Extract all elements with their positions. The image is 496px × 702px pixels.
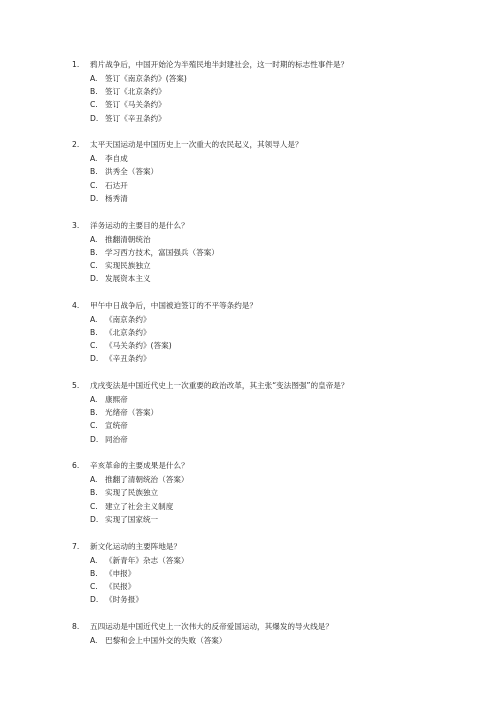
question-text: 鸦片战争后，中国开始沦为半殖民地半封建社会，这一时期的标志性事件是？ bbox=[90, 60, 349, 69]
question-number: 1. bbox=[72, 60, 80, 69]
question-stem bbox=[72, 540, 472, 554]
question-8 bbox=[72, 620, 472, 647]
option-c bbox=[72, 500, 472, 513]
option-b bbox=[72, 567, 472, 580]
option-text: 光绪帝（答案） bbox=[105, 408, 159, 418]
option-c bbox=[72, 259, 472, 272]
option-letter: D. bbox=[90, 595, 99, 605]
question-stem bbox=[72, 219, 472, 233]
option-b bbox=[72, 165, 472, 178]
option-a bbox=[72, 313, 472, 326]
question-4 bbox=[72, 299, 472, 366]
option-letter: A. bbox=[90, 395, 98, 404]
question-text: 辛亥革命的主要成果是什么？ bbox=[90, 461, 189, 471]
option-letter: C. bbox=[90, 180, 98, 190]
option-a bbox=[72, 554, 472, 567]
option-text: 康熙帝 bbox=[105, 395, 128, 404]
option-letter: C. bbox=[90, 581, 98, 591]
option-text: 发展资本主义 bbox=[105, 274, 151, 284]
option-d bbox=[72, 272, 472, 285]
option-a bbox=[72, 473, 472, 486]
option-letter: D. bbox=[90, 274, 99, 284]
option-c bbox=[72, 419, 472, 432]
option-text: 李自成 bbox=[105, 154, 128, 164]
option-a bbox=[72, 152, 472, 165]
question-number: 2. bbox=[72, 140, 80, 150]
option-c bbox=[72, 580, 472, 593]
option-a bbox=[72, 634, 472, 647]
option-text: 杨秀清 bbox=[105, 193, 128, 203]
option-text: 《民报》 bbox=[105, 581, 136, 591]
option-text: 签订《南京条约》(答案) bbox=[105, 74, 187, 83]
option-letter: A. bbox=[90, 635, 98, 645]
question-3 bbox=[72, 219, 472, 286]
option-b bbox=[72, 85, 472, 98]
option-letter: B. bbox=[90, 408, 98, 418]
option-text: 《南京条约》 bbox=[105, 314, 151, 324]
option-letter: C. bbox=[90, 501, 98, 511]
option-letter: C. bbox=[90, 421, 98, 431]
option-d bbox=[72, 352, 472, 365]
option-d bbox=[72, 112, 472, 125]
option-text: 签订《马关条约》 bbox=[105, 100, 166, 110]
question-number: 7. bbox=[72, 541, 80, 551]
option-b bbox=[72, 326, 472, 339]
option-text: 实现了国家统一 bbox=[105, 514, 159, 524]
option-text: 巴黎和会上中国外交的失败（答案） bbox=[105, 635, 227, 645]
option-text: 《申报》 bbox=[105, 568, 136, 578]
option-letter: A. bbox=[90, 74, 98, 83]
option-text: 实现了民族独立 bbox=[105, 488, 159, 498]
option-a bbox=[72, 72, 472, 85]
option-letter: D. bbox=[90, 514, 99, 524]
option-a bbox=[72, 393, 472, 406]
question-text: 太平天国运动是中国历史上一次重大的农民起义，其领导人是？ bbox=[90, 140, 303, 150]
question-text: 戊戌变法是中国近代史上一次重要的政治改革，其主张“变法图强”的皇帝是？ bbox=[90, 381, 349, 390]
option-letter: B. bbox=[90, 167, 98, 177]
option-letter: A. bbox=[90, 154, 98, 164]
option-letter: A. bbox=[90, 475, 98, 485]
option-text: 《辛丑条约》 bbox=[105, 354, 151, 364]
option-c bbox=[72, 339, 472, 352]
option-d bbox=[72, 593, 472, 606]
question-stem bbox=[72, 138, 472, 152]
question-stem bbox=[72, 299, 472, 313]
option-letter: C. bbox=[90, 341, 98, 351]
option-text: 学习西方技术，富国强兵（答案） bbox=[105, 247, 219, 257]
option-letter: D. bbox=[90, 434, 99, 444]
option-text: 《新青年》杂志（答案） bbox=[105, 555, 189, 565]
option-d bbox=[72, 433, 472, 446]
question-stem bbox=[72, 379, 472, 393]
option-letter: D. bbox=[90, 113, 99, 123]
option-letter: B. bbox=[90, 247, 98, 257]
option-letter: D. bbox=[90, 354, 99, 364]
option-a bbox=[72, 233, 472, 246]
option-letter: C. bbox=[90, 100, 98, 110]
option-text: 实现民族独立 bbox=[105, 260, 151, 270]
question-number: 5. bbox=[72, 381, 80, 390]
option-text: 《北京条约》 bbox=[105, 327, 151, 337]
option-d bbox=[72, 513, 472, 526]
question-list bbox=[72, 58, 472, 660]
option-text: 同治帝 bbox=[105, 434, 128, 444]
option-text: 推翻清朝统治 bbox=[105, 234, 151, 244]
option-letter: D. bbox=[90, 193, 99, 203]
option-text: 《马关条约》(答案) bbox=[105, 341, 172, 351]
option-text: 石达开 bbox=[105, 180, 128, 190]
question-text: 甲午中日战争后，中国被迫签订的不平等条约是？ bbox=[90, 300, 258, 310]
option-c bbox=[72, 98, 472, 111]
option-letter: B. bbox=[90, 87, 98, 97]
option-letter: A. bbox=[90, 555, 98, 565]
question-text: 洋务运动的主要目的是什么？ bbox=[90, 220, 189, 230]
question-number: 3. bbox=[72, 220, 80, 230]
option-letter: A. bbox=[90, 234, 98, 244]
option-text: 《时务报》 bbox=[105, 595, 143, 605]
question-stem bbox=[72, 58, 472, 72]
option-letter: B. bbox=[90, 568, 98, 578]
option-text: 签订《辛丑条约》 bbox=[105, 113, 166, 123]
question-5 bbox=[72, 379, 472, 446]
option-letter: B. bbox=[90, 488, 98, 498]
question-number: 4. bbox=[72, 300, 80, 310]
question-stem bbox=[72, 620, 472, 634]
question-7 bbox=[72, 540, 472, 607]
question-2 bbox=[72, 138, 472, 205]
question-1 bbox=[72, 58, 472, 125]
option-d bbox=[72, 192, 472, 205]
option-b bbox=[72, 486, 472, 499]
option-letter: C. bbox=[90, 260, 98, 270]
question-text: 新文化运动的主要阵地是？ bbox=[90, 541, 182, 551]
question-number: 8. bbox=[72, 621, 80, 631]
option-text: 洪秀全（答案） bbox=[105, 167, 159, 177]
question-text: 五四运动是中国近代史上一次伟大的反帝爱国运动，其爆发的导火线是？ bbox=[90, 621, 333, 631]
option-b bbox=[72, 406, 472, 419]
option-b bbox=[72, 246, 472, 259]
option-letter: A. bbox=[90, 314, 98, 324]
question-6 bbox=[72, 459, 472, 526]
option-letter: B. bbox=[90, 327, 98, 337]
option-text: 建立了社会主义制度 bbox=[105, 501, 174, 511]
option-c bbox=[72, 179, 472, 192]
option-text: 签订《北京条约》 bbox=[105, 87, 166, 97]
question-stem bbox=[72, 459, 472, 473]
question-number: 6. bbox=[72, 461, 80, 471]
option-text: 宣统帝 bbox=[105, 421, 128, 431]
option-text: 推翻了清朝统治（答案） bbox=[105, 475, 189, 485]
